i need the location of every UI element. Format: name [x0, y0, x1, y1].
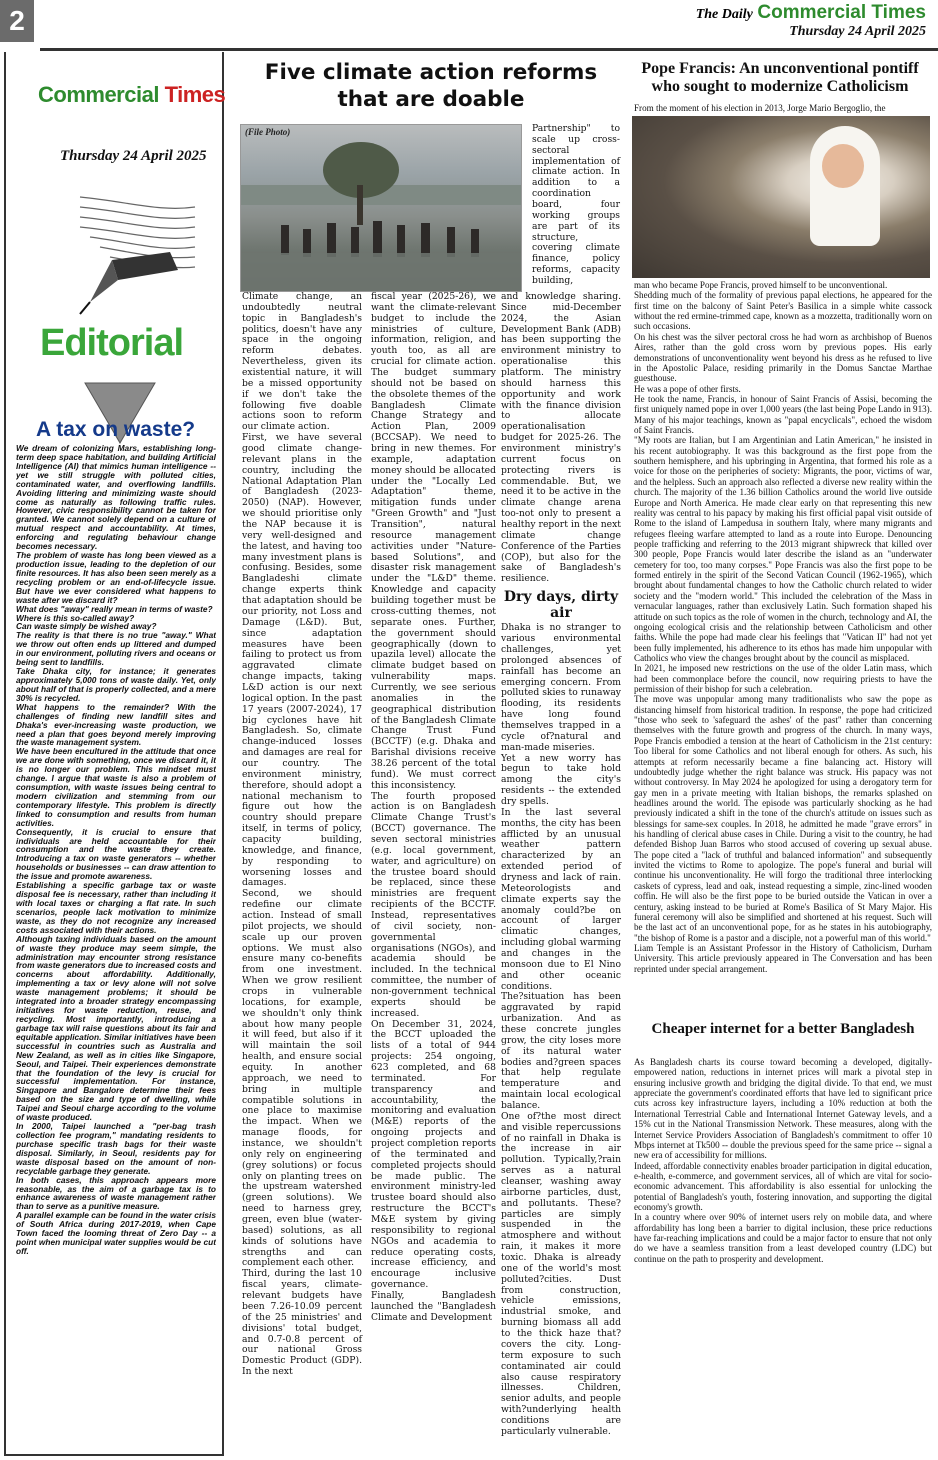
pope-paragraph: He was a pope of other firsts. — [634, 383, 741, 394]
editorial-headline: A tax on waste? — [36, 418, 196, 441]
masthead — [696, 2, 926, 40]
dry-days-headline: Dry days, dirty air — [503, 589, 619, 622]
dry-days-paragraph: Dhaka is no stranger to various environmental challenges, yet prolonged absences of rainfall has become an emerging concern. From polluted skies to runaway flooding, its residents have long found themselves trapped in a cycle of?natural and man-made miseries. — [501, 622, 621, 753]
editorial-paragraph: Take Dhaka city, for instance; it generates approximately 5,000 tons of waste daily. Yet, only about half of that is properly collected, and a mere 30% is recycled. — [16, 666, 216, 703]
dry-days-paragraph: In the last several months, the city has been afflicted by an unusual weather pattern characterized by an extended period of dryness and lack of rain. Meteorologists and climate experts say the anomaly could?be on account of larger climatic changes, including global warming and changes in the monsoon due to El Nino and other oceanic conditions. — [501, 806, 621, 992]
masthead-name: Commercial Times — [757, 2, 926, 23]
pope-body — [634, 280, 932, 974]
section-title: Editorial — [40, 322, 184, 364]
editorial-paragraph: A parallel example can be found in the water crisis of South Africa during 2017-2019, when Cape Town faced the looming threat of Zero Day -- a point when municipal water supplies would be cut off. — [16, 1210, 216, 1256]
climate-paragraph: First, we have several good climate change-relevant plans in the country, including the National Adaptation Plan of Bangladesh (2023-2050) (NAP). However, we should prioritise only the NAP because it is very well-designed and the latest, and having too many investment plans is confusing. Besides, some Bangladeshi climate change experts think that adaptation should be our priority, not Loss and Damage (L&D). But, since adaptation measures have been failing to protect us from aggravated climate change impacts, taking L&D action is our next logical option. In the past 17 years (2007-2024), 17 big cyclones have hit Bangladesh. So, climate change-induced losses and damages are real for our country. The environment ministry, therefore, should adopt a national mechanism to figure out how the country should prepare itself, in terms of policy, capacity building, knowledge, and finance, by responding to worsening losses and damages. — [242, 432, 362, 889]
climate-col3 — [501, 292, 621, 1438]
flood-photo — [240, 124, 522, 292]
editorial-body — [16, 444, 216, 1454]
editorial-paragraph: We have been encultured in the attitude that once we are done with something, once we discard it, it is no longer our problem. This mindset must change. I argue that waste is also a problem of consumption, with waste issues being central to modern civilization and stemming from our contemporary lifestyle. This problem is directly linked to consumption and results from human activities. — [16, 746, 216, 828]
pope-paragraph: The move was unpopular among many traditionalists who saw the pope as distancing himself from historical tradition. In response, the pope had criticized "those who seek to 'safeguard the ashes' of the past" rather than concerning themselves with the future growth and progress of the church. In many ways, Pope Francis embodied a tension at the heart of Catholicism in the 21st century: Too liberal for some Catholics and not liberal enough for others. As such, his attempts at reform necessarily became a fine balancing act. History will undoubtedly judge whether the right balance was struck. His papacy was not without controversy. In May 2024 he apologized for using a derogatory term for gay men in a private meeting with Italian bishops, the remarks splashed on headlines around the world. The episode was particularly shocking as he had previously indicated a shift in the tone of the church's attitude on issues such as blessings for same-sex couples. In 2018, he admitted he made "grave errors" in his handling of clerical abuse cases in Chile. During a visit to the country, he had defended Bishop Juan Barros who stood accused of covering up sexual abuse. The pope cited a "lack of truthful and balanced information" and subsequently invited the victims to Rome to apologize. The pope's funeral and burial will continue his unconventionality. He will forgo the traditional three interlocking caskets of cypress, lead and oak, instead requesting a simple, zinc-lined wooden coffin. He will also be the first pope to be buried outside the Vatican in over a century, asking instead to be buried at Rome's Basilica of St Mary Major. His funeral ceremony will also be simplified and shortened at his request. Such will be the last act of an unconventional pope, for as he states in his autobiography, "the bishop of Rome is a pastor and a disciple, not a powerful man of this world." — [634, 694, 932, 943]
climate-paragraph: Second, we should redefine our climate action. Instead of small pilot projects, we should scale up our proven options. We must also ensure many co-benefits from one investment. When we grow resilient crops in vulnerable locations, for example, we shouldn't only think about how many people it will feed, but also if it will maintain the soil health, and ensure social equity. In another approach, we need to bring in multiple compatible solutions in one place to maximise the impact. When we manage floods, for instance, we shouldn't only rely on engineering (grey solutions) or focus only on planting trees on the upstream watershed (green solutions). We need to harness grey, green, even blue (water-based) solutions, as all kinds of solutions have strengths and can complement each other. — [242, 888, 362, 1269]
editorial-paragraph: Although taxing individuals based on the amount of waste they produce may seem simple, the administration may encounter strong resistance from waste generators due to increased costs and concerns about affordability. Additionally, implementing a tax or levy alone will not solve waste management problems; it should be integrated into a broader strategy encompassing initiatives for waste reduction, reuse, and recycling. Most importantly, introducing a garbage tax will raise questions about its fair and equitable application. Similar initiatives have been successful in countries such as Australia and New Zealand, as well as in cities like Singapore, Seoul, and Taipei. Their experiences demonstrate that the foundation of the levy is crucial for successful implementation. For instance, Singapore and Bangalore determine their fees based on the size and type of dwelling, while Taipei and Seoul charge according to the volume of waste produced. — [16, 933, 216, 1123]
top-rule — [40, 48, 938, 51]
fountain-pen-icon — [20, 182, 210, 322]
logo-word-1: Commercial — [38, 82, 159, 107]
pope-face — [822, 144, 864, 188]
pope-paragraph: "My roots are Italian, but I am Argentinian and Latin American," he insisted in his recent autobiography. It was this background as the first pope from the southern hemisphere, and his upbringing in Argentina, that formed his role as a voice for those on the peripheries of society: Migrants, the poor, victims of war, and the helpless. Such an approach also reflected a diverse new reality within the church. The majority of the 1.36 billion Catholics around the world live outside Europe and North America. He made clear early on that representing this new reality was central to his papacy by making his first official papal visit outside of Rome to the island of Lampedusa in southern Italy, where many migrants and refugees fleeing warfare attempted to land as a route into Europe. Denouncing people trafficking and referring to the 2013 migrant shipwreck that killed over 300 people, Pope Francis would later describe the island as an "underwater cemetery for too, too many corpses." Pope Francis was also the first pope to be formed entirely in the spirit of the Second Vatican Council (1962-1965), which brought about fundamental changes to how the Catholic church related to wider society and the "modern world." This included the celebration of the Mass in vernacular languages, rather than exclusively Latin. Such formation shaped his attitude on such topics as the role of women in the church, technology and AI, the ongoing ecological crisis and the relationship between Catholicism and other faiths. While the pope had made clear his feelings that "Vatican II" had not yet been fully implemented, his adherence to its ethos has made him unpopular with Catholics who view the changes brought about by the council as misplaced. — [634, 435, 932, 663]
logo-word-2: Times — [164, 82, 226, 107]
pope-lead: From the moment of his election in 2013, Jorge Mario Bergoglio, the — [634, 103, 886, 113]
editorial-paragraph: In both cases, this approach appears more reasonable, as the aim of a garbage tax is to enhance awareness of waste management rather than to serve as a punitive measure. — [16, 1174, 216, 1212]
climate-paragraph: On December 31, 2024, the BCCT uploaded the lists of a total of 944 projects: 254 ongoing, 623 completed, and 68 terminated. For transparency and accountability, the monitoring and evaluation (M&E) reports of the ongoing projects and project completion reports of the terminated and completed projects should be made public. The environment ministry-led trustee board should also restructure the BCCT's M&E system by giving responsibility to regional NGOs and academia to reduce operating costs, increase efficiency, and encourage inclusive governance. — [371, 1018, 496, 1291]
masthead-prefix: The Daily — [695, 7, 753, 22]
climate-col3-top — [532, 124, 620, 287]
internet-body — [634, 1057, 932, 1264]
editorial-paragraph: Can waste simply be wished away? — [16, 621, 157, 632]
internet-headline: Cheaper internet for a better Bangladesh — [651, 1021, 915, 1037]
editorial-paragraph: Consequently, it is crucial to ensure that individuals are held accountable for their consumption and the waste they create. Introducing a tax on waste generators -- whether households or businesses -- can draw attention to the issue and promote awareness. — [16, 826, 216, 882]
dry-days-paragraph: The?situation has been aggravated by rapid urbanization. And as these concrete jungles grow, the city loses more of its natural water bodies and?green spaces that help regulate temperature and maintain local ecological balance. — [501, 991, 621, 1112]
internet-paragraph: In a country where over 90% of internet users rely on mobile data, and where affordability has long been a barrier to digital inclusion, these price reductions have far-reaching implications and could be a major factor to ensure that not only do we have a seamless transition from a least developed country (LDC) but continue on the path to prosperity and development. — [634, 1212, 932, 1264]
internet-paragraph: Indeed, affordable connectivity enables broader participation in digital education, e-health, e-commerce, and government services, all of which are vital for socio-economic advancement. This affordability is also essential for unlocking the potential of Bangladesh's youth, fostering innovation, and supporting the digital economy's growth. — [634, 1160, 932, 1213]
pope-photo — [632, 116, 930, 278]
dry-days-paragraph: One of?the most direct and visible repercussions of no rainfall in Dhaka is the increase in air pollution. Typically,?rain serves as a natural cleanser, washing away airborne particles, dust, and pollutants. These?particles are simply suspended in the atmosphere and without rain, it makes it more toxic. Dhaka is already one of the world's most polluted?cities. Dust from construction, vehicle emissions, industrial smoke, and burning biomass all add to the thick haze that?covers the city. Long-term exposure to such contaminated air could also cause respiratory illnesses. Children, senior adults, and people with?underlying health conditions are particularly vulnerable. — [501, 1110, 621, 1437]
climate-paragraph: Finally, Bangladesh launched the "Bangladesh Climate and Development — [371, 1290, 496, 1323]
pope-headline: Pope Francis: An unconventional pontiff who sought to modernize Catholicism — [641, 60, 919, 95]
internet-paragraph: As Bangladesh charts its course toward becoming a developed, digitally-empowered nation, reductions in internet prices will mark a pivotal step in ensuring inclusive growth and bridging the digital divide. To that end, we must appreciate the government's coordinated efforts that have led to significant price cuts across key infrastructure layers, including a 10% reduction at both the International Terrestrial Cable and International Internet Gateway levels, and a 15% cut in the National Transmission Network. These measures, along with the Internet Service Providers Association of Bangladesh's commitment to offer 10 Mbps internet at Tk500 -- double the previous speed for the same price -- signal a new era of accessibility for millions. — [634, 1057, 932, 1161]
pope-paragraph: He took the name, Francis, in honour of Saint Francis of Assisi, becoming the first uniquely named pope in over 1,000 years (the last being Pope Lando in 913). Many of his major teachings, known as "papal encyclicals", echoed the wisdom of Saint Francis. — [634, 393, 932, 436]
editorial-paragraph: Where is this so-called away? — [16, 612, 135, 623]
editorial-paragraph: The reality is that there is no true "away." What we throw out often ends up littered and dumped in our environment, polluting rivers and oceans or being sent to landfills. — [16, 630, 216, 668]
pope-paragraph: Liam Temple is an Assistant Professor in the History of Catholicism, Durham University. This article previously appeared in The Conversation and has been reprinted under special arrangement. — [634, 943, 932, 974]
editorial-date: Thursday 24 April 2025 — [60, 148, 207, 164]
flood-photo-art — [241, 125, 522, 292]
pope-paragraph: man who became Pope Francis, proved himself to be unconventional. — [634, 280, 888, 290]
dry-days-paragraph: Yet a new worry has begun to take hold among the city's residents -- the extended dry spells. — [501, 752, 621, 807]
editorial-paragraph: Establishing a specific garbage tax or waste disposal fee is necessary, rather than including it with local taxes or charging a flat rate. In such scenarios, people lack motivation to minimize waste, as they do not recognize any increased costs associated with their actions. — [16, 880, 216, 935]
editorial-paragraph: What happens to the remainder? With the challenges of finding new landfill sites and Dhaka's ever-increasing waste production, we need a plan that goes beyond merely improving the waste management system. — [16, 701, 216, 748]
editorial-paragraph: What does "away" really mean in terms of waste? — [16, 603, 213, 614]
pope-paragraph: Shedding much of the formality of previous papal elections, he appeared for the first time on the balcony of Saint Peter's Basilica in a simple white cassock without the red ermine-trimmed cape, known as a mozzetta, traditionally worn on such occasions. — [634, 290, 932, 332]
climate-col2 — [371, 292, 496, 1324]
page-number: 2 — [0, 0, 34, 42]
climate-paragraph: Third, during the last 10 fiscal years, climate-relevant budgets have been 7.26-10.09 percent of the 25 ministries' and divisions' total budget, and 0.7-0.8 percent of our national Gross Domestic Product (GDP). In the next — [242, 1268, 362, 1378]
climate-paragraph: The fourth proposed action is on Bangladesh Climate Change Trust's (BCCT) governance. The seven sectoral ministries (e.g. local government, water, and agriculture) on the trustee board should be replaced, since these ministries are frequent recipients of the BCCTF. Instead, representatives of civil society, non-governmental organisations (NGOs), and academia should be included. In the technical committee, the number of non-government technical experts should be increased. — [371, 790, 496, 1019]
masthead-date: Thursday 24 April 2025 — [789, 24, 926, 39]
editorial-paragraph: We dream of colonizing Mars, establishing long-term deep space habitation, and building Artificial Intelligence (AI) that mimics human intelligence -- yet we still struggle with polluted cities, contaminated water, and overflowing landfills. Avoiding littering and minimizing waste should come as naturally as following traffic rules. However, civic responsibility cannot be taken for granted. We cannot solely depend on a culture of mutual respect and accountability. At times, enforcing and regulating behaviour change becomes necessary. — [16, 444, 216, 552]
climate-headline: Five climate action reforms that are doable — [264, 60, 598, 112]
climate-paragraph: Partnership" to scale up cross-sectoral implementation of climate action. In addition to a coordination board, four working groups are part of its structure, covering climate finance, policy reforms, capacity building, — [532, 123, 620, 287]
pope-paragraph: On his chest was the silver pectoral cross he had worn as archbishop of Buenos Aires, rather than the gold cross worn by previous popes. His early demonstrations of unconventionality went beyond his dress as he refused to live in the Apostolic Palace, residing primarily in the Domus Sanctae Marthae guesthouse. — [634, 331, 932, 384]
climate-paragraph: and knowledge sharing. Since mid-December 2024, the Asian Development Bank (ADB) has been supporting the environment ministry to operationalise this platform. The ministry should harness this opportunity and work with the finance division to allocate operationalisation budget for 2025-26. The environment ministry's current focus on protecting rivers is commendable. But, we need it to be active in the climate change arena too-not only to present a healthy report in the next climate change Conference of the Parties (COP), but also for the sake of Bangladesh's resilience. — [501, 291, 621, 585]
climate-paragraph: Climate change, an undoubtedly neutral topic in Bangladesh's politics, doesn't have any space in the ongoing reform debates. Nevertheless, given its existential nature, it will be a missed opportunity if we don't take the following five doable actions soon to reform our climate action. — [242, 291, 362, 433]
photo-caption: (File Photo) — [245, 127, 291, 137]
editorial-paragraph: The problem of waste has long been viewed as a production issue, leading to the depletion of our finite resources. It has also been seen merely as a recycling problem or an end-of-lifecycle issue. But have we ever considered what happens to waste after we discard it? — [16, 550, 216, 605]
editorial-paragraph: In 2000, Taipei launched a "per-bag trash collection fee program," mandating residents to purchase specific trash bags for their waste disposal. Similarly, in Seoul, residents pay for waste disposal based on the amount of non-recyclable garbage they generate. — [16, 1121, 216, 1176]
climate-paragraph: fiscal year (2025-26), we want the climate-relevant budget to include the ministries of culture, information, religion, and youth too, as all are crucial for climate action. The budget summary should not be based on the obsolete themes of the Bangladesh Climate Change Strategy and Action Plan, 2009 (BCCSAP). We need to bring in new themes. For example, adaptation money should be allocated under the "Locally Led Adaptation" theme, mitigation funds under "Green Growth" and "Just Transition", natural resource management activities under "Nature-based Solutions", and disaster risk management under the "L&D" theme. Knowledge and capacity building together must be cross-cutting themes, not separate ones. Further, the government should geographically (down to upazila level) allocate the climate budget based on vulnerability maps. Currently, we see serious anomalies in the geographical distribution of the Bangladesh Climate Change Trust Fund (BCCTF) (e.g. Dhaka and Barishal divisions receive 38.26 percent of the total fund). We must correct this inconsistency. — [371, 291, 496, 791]
editorial-logo — [38, 82, 225, 108]
climate-col1 — [242, 292, 362, 1378]
pope-paragraph: In 2021, he imposed new restrictions on the use of the older Latin mass, which had been commonplace before the council, now requiring priests to have the permission of their bishop for such a celebration. — [634, 663, 932, 695]
